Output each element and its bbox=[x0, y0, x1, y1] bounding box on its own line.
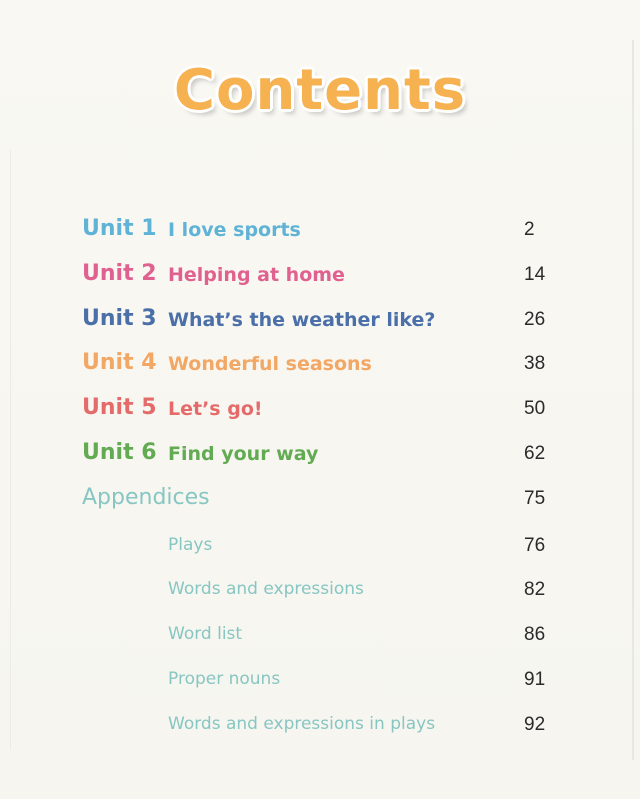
page-number: 50 bbox=[524, 398, 546, 419]
unit-row-3 bbox=[0, 306, 640, 338]
appendix-item-row bbox=[0, 711, 640, 743]
page-number: 91 bbox=[524, 669, 546, 690]
unit-label: Unit 3 bbox=[82, 306, 157, 331]
page-number: 38 bbox=[524, 353, 546, 374]
unit-label: Unit 1 bbox=[82, 216, 157, 241]
unit-label: Unit 5 bbox=[82, 395, 157, 420]
page-number: 92 bbox=[524, 714, 546, 735]
appendix-item-title: Word list bbox=[168, 624, 243, 644]
unit-title: Wonderful seasons bbox=[168, 353, 372, 375]
unit-label: Unit 6 bbox=[82, 440, 157, 465]
page-number: 14 bbox=[524, 264, 546, 285]
page-number: 62 bbox=[524, 443, 546, 464]
unit-title: Let’s go! bbox=[168, 398, 263, 420]
unit-row-6 bbox=[0, 440, 640, 472]
page-title: Contents bbox=[173, 58, 467, 123]
unit-row-5 bbox=[0, 395, 640, 427]
page-number: 76 bbox=[524, 535, 546, 556]
appendices-row bbox=[0, 485, 640, 517]
appendix-item-title: Proper nouns bbox=[168, 669, 281, 689]
appendix-item-title: Words and expressions bbox=[168, 579, 364, 599]
page-number: 75 bbox=[524, 488, 546, 509]
appendix-item-title: Plays bbox=[168, 535, 213, 555]
unit-row-4 bbox=[0, 350, 640, 382]
appendix-item-row bbox=[0, 576, 640, 608]
page-number: 82 bbox=[524, 579, 546, 600]
unit-row-1 bbox=[0, 216, 640, 248]
unit-title: Helping at home bbox=[168, 264, 345, 286]
unit-title: What’s the weather like? bbox=[168, 309, 436, 331]
unit-row-2 bbox=[0, 261, 640, 293]
page-number: 86 bbox=[524, 624, 546, 645]
appendix-item-row bbox=[0, 532, 640, 564]
appendix-item-row bbox=[0, 621, 640, 653]
unit-label: Unit 2 bbox=[82, 261, 157, 286]
page-number: 2 bbox=[524, 219, 535, 240]
unit-label: Unit 4 bbox=[82, 350, 157, 375]
appendices-heading: Appendices bbox=[82, 485, 210, 510]
unit-title: Find your way bbox=[168, 443, 319, 465]
appendix-item-row bbox=[0, 666, 640, 698]
appendix-item-title: Words and expressions in plays bbox=[168, 714, 436, 734]
unit-title: I love sports bbox=[168, 219, 301, 241]
page-number: 26 bbox=[524, 309, 546, 330]
